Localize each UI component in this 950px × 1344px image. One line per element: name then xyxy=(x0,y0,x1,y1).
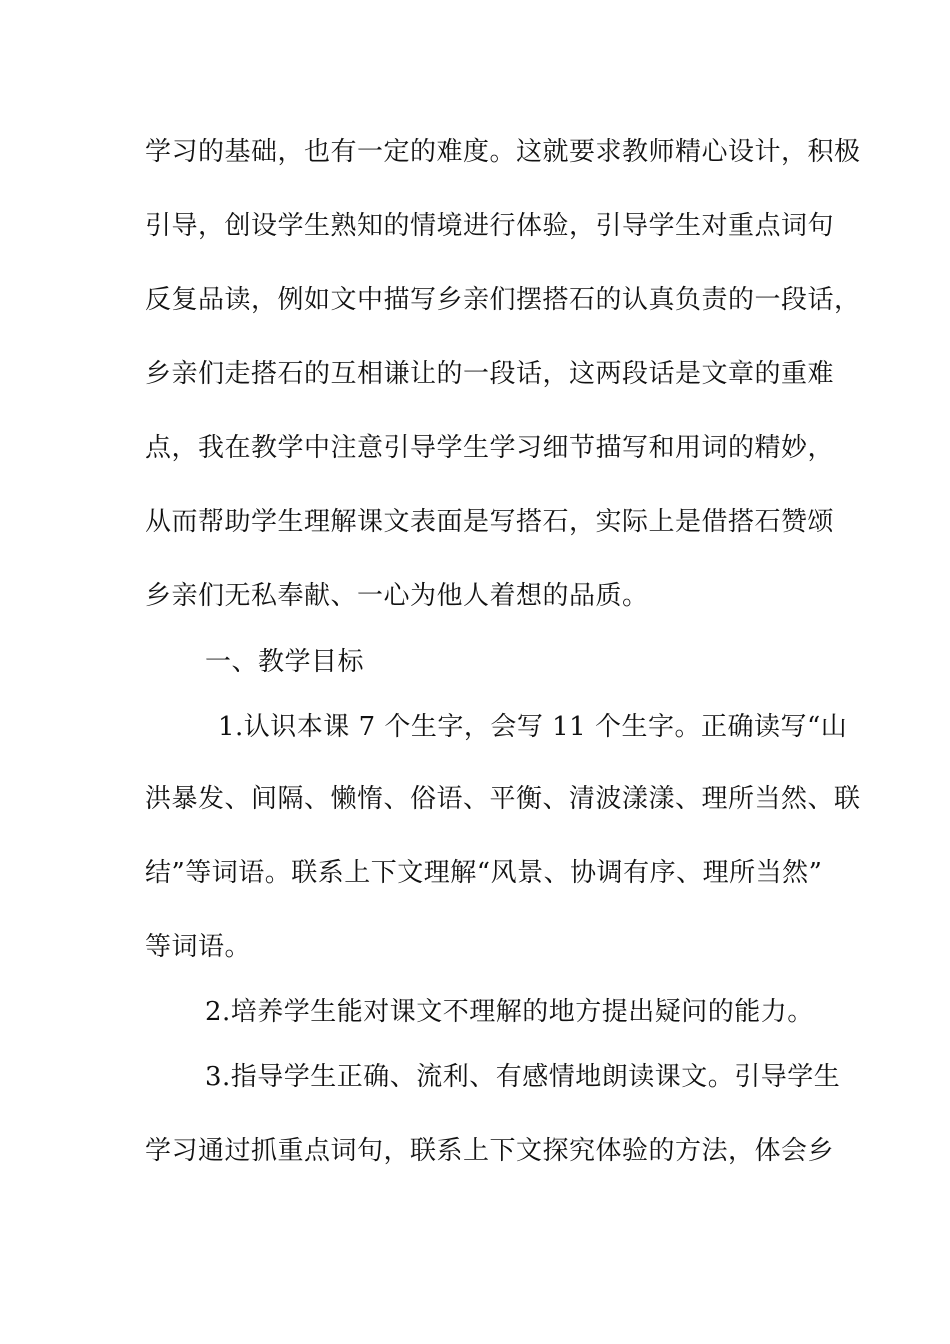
paragraph-line: 洪暴发、间隔、懒惰、俗语、平衡、清波漾漾、理所当然、联 xyxy=(145,784,861,814)
list-item-3: 3.指导学生正确、流利、有感情地朗读课文。引导学生 xyxy=(205,1062,841,1092)
list-item-1: 1.认识本课 7 个生字，会写 11 个生字。正确读写“山 xyxy=(218,712,848,742)
section-heading: 一、教学目标 xyxy=(205,647,365,677)
paragraph-line: 等词语。 xyxy=(145,932,252,962)
paragraph-line: 学习的基础，也有一定的难度。这就要求教师精心设计，积极 xyxy=(145,137,861,167)
paragraph-line: 乡亲们走搭石的互相谦让的一段话，这两段话是文章的重难 xyxy=(145,359,835,389)
paragraph-line: 引导，创设学生熟知的情境进行体验，引导学生对重点词句 xyxy=(145,211,835,241)
paragraph-line: 反复品读，例如文中描写乡亲们摆搭石的认真负责的一段话， xyxy=(145,285,861,315)
paragraph-line: 点，我在教学中注意引导学生学习细节描写和用词的精妙， xyxy=(145,433,835,463)
paragraph-line: 从而帮助学生理解课文表面是写搭石，实际上是借搭石赞颂 xyxy=(145,507,835,537)
paragraph-line: 学习通过抓重点词句，联系上下文探究体验的方法，体会乡 xyxy=(145,1136,835,1166)
paragraph-line: 结”等词语。联系上下文理解“风景、协调有序、理所当然” xyxy=(145,858,823,888)
paragraph-line: 乡亲们无私奉献、一心为他人着想的品质。 xyxy=(145,581,649,611)
list-item-2: 2.培养学生能对课文不理解的地方提出疑问的能力。 xyxy=(205,997,814,1027)
